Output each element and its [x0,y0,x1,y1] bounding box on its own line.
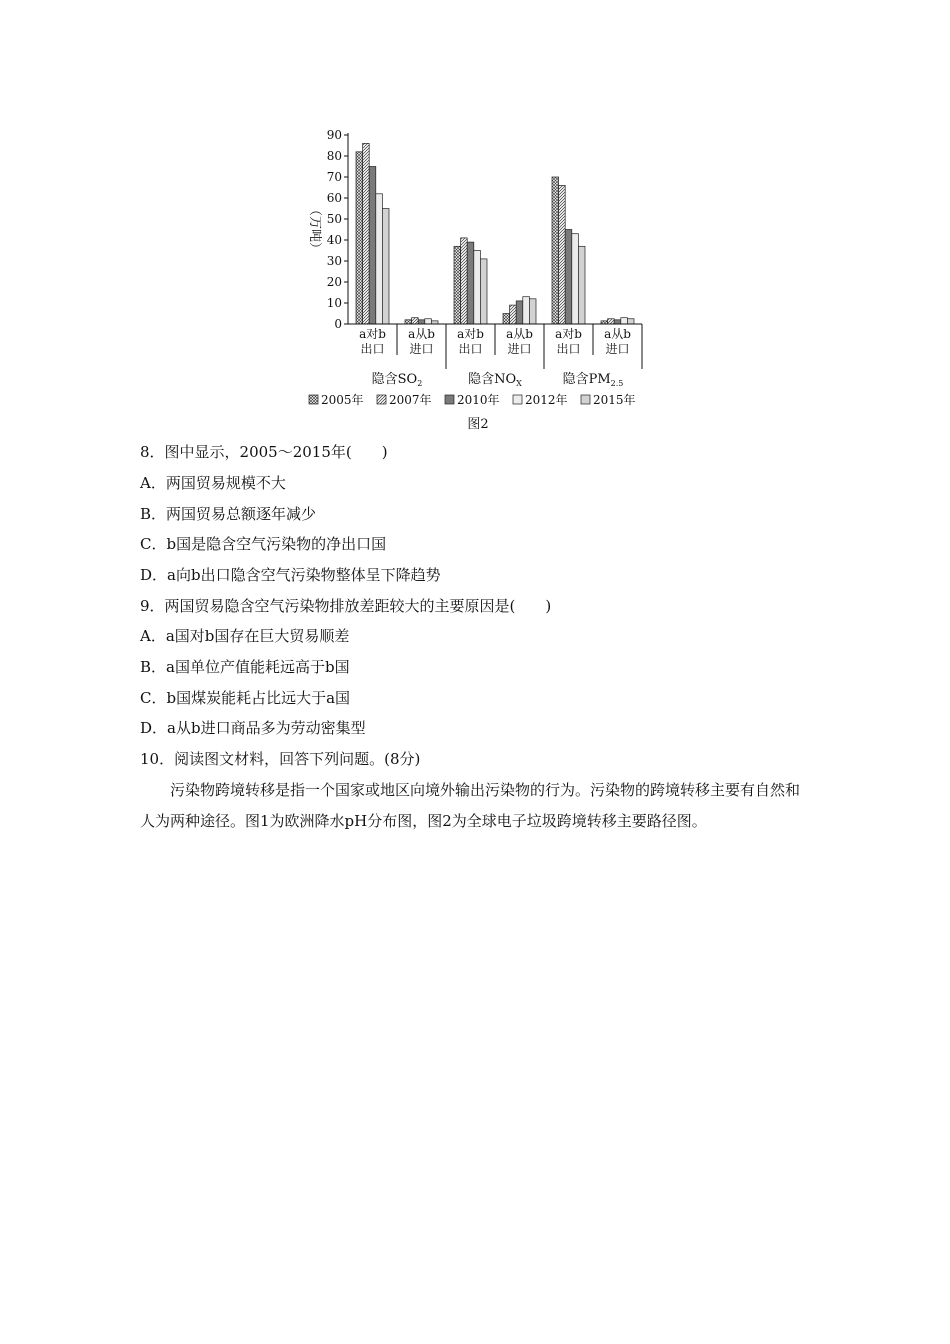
bar-1-3 [454,246,461,324]
bar-1-1 [356,152,363,324]
question-10-paragraph: 污染物跨境转移是指一个国家或地区向境外输出污染物的行为。污染物的跨境转移主要有自然和人为两种途径。图1为欧洲降水pH分布图，图2为全球电子垃圾跨境转移主要路径图。 [140,781,801,830]
bar-chart [296,122,666,438]
bar-3-3 [467,242,474,324]
bar-4-3 [474,251,481,325]
legend-swatch [581,395,590,404]
bar-2-2 [412,318,419,324]
group-label: 隐含$SO_2$ [371,372,423,388]
legend-swatch [309,395,318,404]
legend-swatch [445,395,454,404]
question-10-stem: 10．阅读图文材料，回答下列问题。(8分) [140,750,421,768]
q8-option-c: C．b国是隐含空气污染物的净出口国 [140,535,387,553]
y-tick-label: 0 [334,317,342,331]
x-category-label-line2: 进口 [409,342,434,356]
legend-label: 2010年 [457,393,500,407]
legend-label: 2012年 [525,393,568,407]
bars [356,143,634,324]
bar-3-2 [418,320,425,324]
bar-2-1 [363,143,370,324]
bar-1-5 [552,177,559,324]
x-category-label-line1: a对b [555,327,582,341]
bar-4-1 [376,194,383,324]
bar-3-5 [565,230,572,325]
y-tick-label: 20 [326,275,342,289]
y-tick-label: 60 [326,191,342,205]
q8-option-b: B．两国贸易总额逐年减少 [140,505,317,523]
bar-2-4 [510,305,517,324]
y-axis-title: （万吨） [307,202,322,256]
legend-swatch [377,395,386,404]
x-category-label-line1: a从b [408,327,435,341]
bar-2-6 [608,319,615,324]
bar-5-4 [529,299,536,324]
figure-caption: 图2 [467,417,489,432]
q9-option-d: D．a从b进口商品多为劳动密集型 [140,719,366,737]
group-label: 隐含$NO_X$ [468,372,522,388]
x-category-label-line1: a从b [604,327,631,341]
bar-3-1 [369,167,376,325]
legend-label: 2007年 [389,393,432,407]
y-tick-label: 10 [326,296,342,310]
q8-option-a: A．两国贸易规模不大 [140,474,286,492]
legend-swatch [513,395,522,404]
legend-label: 2015年 [593,393,636,407]
x-category-label-line1: a对b [359,327,386,341]
x-category-label-line2: 出口 [360,342,385,356]
bar-2-5 [559,185,566,324]
question-9-stem: 9．两国贸易隐含空气污染物排放差距较大的主要原因是( ) [140,597,552,615]
legend-label: 2005年 [321,393,364,407]
q9-option-c: C．b国煤炭能耗占比远大于a国 [140,689,351,707]
group-label: 隐含$PM_{2.5}$ [562,372,624,388]
x-category-label-line2: 出口 [556,342,581,356]
legend [309,392,636,407]
bar-4-4 [523,297,530,324]
y-axis [327,128,348,331]
bar-5-3 [480,259,487,324]
q9-option-a: A．a国对b国存在巨大贸易顺差 [140,627,350,645]
y-tick-label: 80 [326,149,342,163]
bar-4-2 [425,319,432,324]
bar-4-5 [572,234,579,324]
bar-1-2 [405,320,412,324]
question-8-stem: 8．图中显示，2005～2015年( ) [140,443,388,461]
bar-5-5 [578,246,585,324]
y-tick-label: 30 [326,254,342,268]
q8-option-d: D．a向b出口隐含空气污染物整体呈下降趋势 [140,566,441,584]
bar-2-3 [461,238,468,324]
y-tick-label: 50 [326,212,342,226]
bar-1-4 [503,314,510,325]
bar-5-6 [627,319,634,324]
x-category-label-line2: 进口 [605,342,630,356]
x-axis [348,324,642,388]
q9-option-b: B．a国单位产值能耗远高于b国 [140,658,350,676]
x-category-label-line2: 出口 [458,342,483,356]
x-category-label-line2: 进口 [507,342,532,356]
bar-3-6 [614,320,621,324]
x-category-label-line1: a对b [457,327,484,341]
x-category-label-line1: a从b [506,327,533,341]
bar-3-4 [516,301,523,324]
bar-4-6 [621,318,628,324]
y-tick-label: 40 [326,233,342,247]
y-tick-label: 90 [326,128,342,142]
bar-5-1 [382,209,389,325]
y-tick-label: 70 [326,170,342,184]
